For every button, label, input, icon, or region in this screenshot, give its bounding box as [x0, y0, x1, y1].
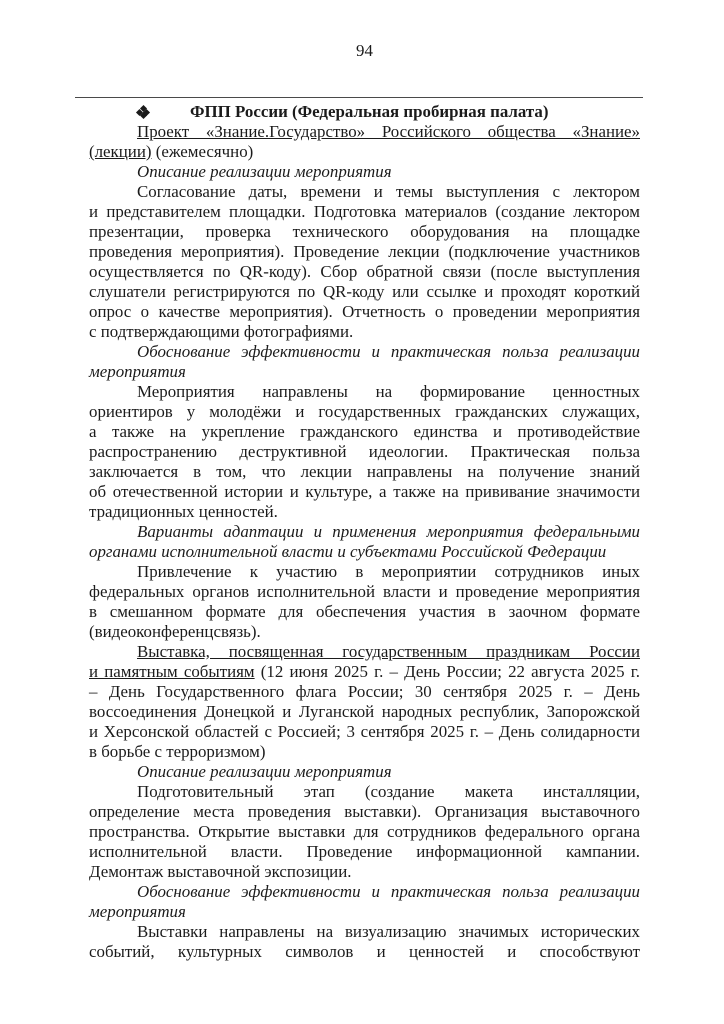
exhibition-description-label: Описание реализации мероприятия [137, 762, 392, 781]
exhibition-dates-start: (12 июня 2025 г. – День России; 22 августа 2025 г. [254, 662, 640, 681]
exhibition-title-paragraph [89, 642, 640, 762]
project-periodicity: (ежемесячно) [151, 142, 254, 161]
project-title-paragraph [89, 122, 640, 162]
exhibition-effectiveness-text: Выставки направлены на визуализацию значимых исторических событий, культурных символов и ценностей и способствуют [89, 922, 640, 961]
exhibition-title-underlined-tail: и памятным событиям [89, 662, 255, 681]
section-heading-text: ФПП России (Федеральная пробирная палата) [190, 102, 549, 121]
project-title-line-1 [89, 122, 640, 142]
project-title-underlined-tail: (лекции) [89, 142, 152, 161]
exhibition-effectiveness-label: Обоснование эффективности и практическая польза реализации мероприятия [89, 882, 640, 921]
exhibition-title-line-1 [89, 642, 640, 662]
lecture-effectiveness-text: Мероприятия направлены на формирование ценностных ориентиров у молодёжи и государственных гражданских служащих, а также на укрепление гражданского единства и противодействие распространению деструктивной идеологии. Практическая польза заключается в том, что лекции направлены на получение знаний об отечественной истории и культуре, а также на прививание значимости традиционных ценностей. [89, 382, 640, 521]
project-title-line-2 [89, 142, 640, 162]
exhibition-title-underlined: Выставка, посвященная государственным праздникам России [137, 642, 640, 661]
lecture-description-text: Согласование даты, времени и темы выступления с лектором и представителем площадки. Подготовка материалов (создание лектором презентации, проверка технического оборудования на площадке проведения мероприятия). Проведение лекции (подключение участников осуществляется по QR-коду). Сбор обратной связи (после выступления слушатели регистрируются по QR-коду или ссылке и проходят короткий опрос о качестве мероприятия). Отчетность о проведении мероприятия с подтверждающими фотографиями. [89, 182, 640, 341]
lecture-description-label: Описание реализации мероприятия [137, 162, 392, 181]
page-number: 94 [356, 41, 373, 60]
exhibition-description-text: Подготовительный этап (создание макета инсталляции, определение места проведения выставки). Организация выставочного пространства. Открытие выставки для сотрудников федерального органа исполнительной власти. Проведение информационной кампании. Демонтаж выставочной экспозиции. [89, 782, 640, 881]
exhibition-title-line-2 [89, 662, 640, 682]
diamond-bullet-icon [137, 106, 149, 118]
project-title-underlined: Проект «Знание.Государство» Российского общества «Знание» [137, 122, 640, 141]
header-rule [75, 97, 643, 98]
section-heading [89, 102, 640, 122]
exhibition-dates: – День Государственного флага России; 30 сентября 2025 г. – День воссоединения Донецкой и Луганской народных республик, Запорожской и Херсонской областей с Россией; 3 сентября 2025 г. – День солидарности в борьбе с терроризмом) [89, 682, 640, 761]
adaptation-label: Варианты адаптации и применения мероприятия федеральными органами исполнительной власти и субъектами Российской Федерации [89, 522, 640, 561]
lecture-adaptation-text: Привлечение к участию в мероприятии сотрудников иных федеральных органов исполнительной власти и проведение мероприятия в смешанном формате для обеспечения участия в заочном формате (видеоконференцсвязь). [89, 562, 640, 641]
lecture-effectiveness-label: Обоснование эффективности и практическая польза реализации мероприятия [89, 342, 640, 381]
